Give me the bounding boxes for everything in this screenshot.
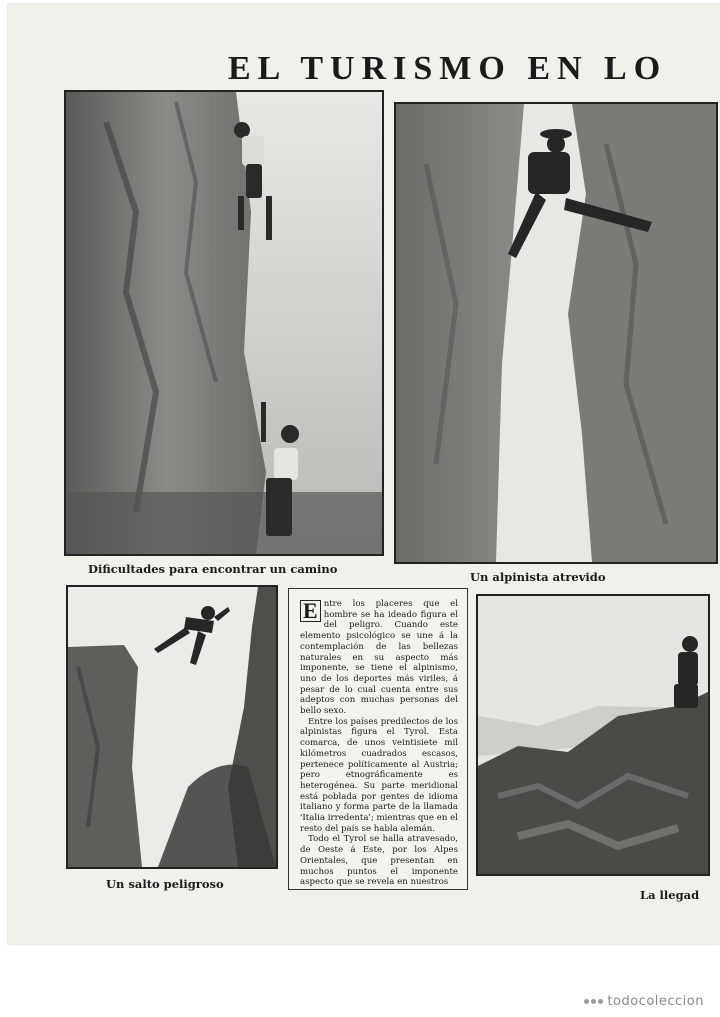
- photo-climber-crevice: [394, 102, 718, 564]
- article-paragraph-1: E ntre los placeres que el hombre se ha ideado figura el del peligro. Cuando este elemento psicológico se une á la contemplación de las bellezas naturales en su aspecto más imponente, se tiene el alpinismo, uno de los deportes más viriles, á pesar de lo cual cuenta entre sus adeptos con muchas personas del bello sexo.: [300, 598, 458, 717]
- photo-climbers-rock-face: [64, 90, 384, 556]
- photo-arrival: [476, 594, 710, 876]
- photo-2-caption: Un alpinista atrevido: [470, 570, 606, 584]
- watermark: [584, 994, 704, 1009]
- page-title: EL TURISMO EN LO: [228, 50, 668, 87]
- photo-dangerous-jump: [66, 585, 278, 869]
- watermark-text: todocoleccion: [607, 994, 704, 1009]
- watermark-logo-icon: [584, 999, 603, 1004]
- article-box: [288, 588, 468, 890]
- dropcap: E: [300, 600, 321, 622]
- photo-1-caption: Dificultades para encontrar un camino: [88, 562, 338, 576]
- article-paragraph-2: Entre los países predilectos de los alpinistas figura el Tyrol. Esta comarca, de unos veintisiete mil kilómetros cuadrados escasos, pertenece políticamente al Austria; pero etnográficamente es heterogénea. Su parte meridional está poblada por gentes de idioma italiano y forma parte de la llamada 'Italia irredenta'; mientras que en el resto del país se habla alemán.: [300, 716, 458, 834]
- photo-3-caption: Un salto peligroso: [106, 877, 224, 891]
- article-text: [300, 598, 458, 888]
- photo-4-caption: La llegad: [640, 888, 700, 902]
- article-paragraph-3: Todo el Tyrol se halla atravesado, de Oeste á Este, por los Alpes Orientales, que presentan en muchos puntos el imponente aspecto que se revela en nuestros: [300, 834, 458, 888]
